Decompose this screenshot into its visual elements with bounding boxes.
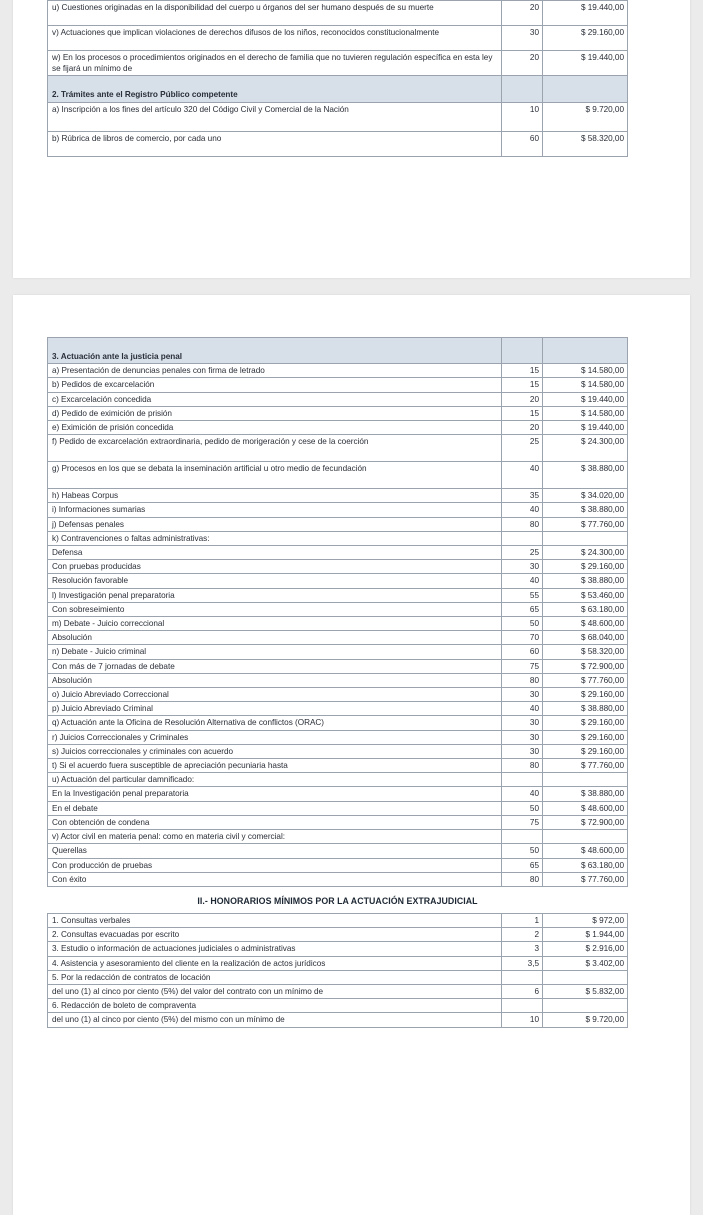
cell-units xyxy=(502,970,543,984)
cell-description: Con pruebas producidas xyxy=(48,560,502,574)
cell-amount: $ 48.600,00 xyxy=(543,801,628,815)
cell-amount: $ 2.916,00 xyxy=(543,942,628,956)
cell-amount: $ 29.160,00 xyxy=(543,26,628,51)
cell-description: Con obtención de condena xyxy=(48,815,502,829)
cell-units: 30 xyxy=(502,744,543,758)
page-2-content xyxy=(47,337,628,1028)
cell-units: 40 xyxy=(502,462,543,489)
cell-units: 2 xyxy=(502,928,543,942)
cell-description: b) Rúbrica de libros de comercio, por cada uno xyxy=(48,131,502,156)
table-row xyxy=(48,489,628,503)
table-row xyxy=(48,1,628,26)
table-row xyxy=(48,858,628,872)
cell-amount: $ 77.760,00 xyxy=(543,759,628,773)
cell-amount: $ 38.880,00 xyxy=(543,702,628,716)
cell-description: t) Si el acuerdo fuera susceptible de apreciación pecuniaria hasta xyxy=(48,759,502,773)
cell-units: 30 xyxy=(502,560,543,574)
cell-description: b) Pedidos de excarcelación xyxy=(48,378,502,392)
cell-description: r) Juicios Correccionales y Criminales xyxy=(48,730,502,744)
cell-amount xyxy=(543,970,628,984)
cell-amount: $ 63.180,00 xyxy=(543,602,628,616)
cell-amount: $ 14.580,00 xyxy=(543,406,628,420)
cell-amount: $ 38.880,00 xyxy=(543,462,628,489)
cell-units: 80 xyxy=(502,759,543,773)
cell-amount: $ 19.440,00 xyxy=(543,1,628,26)
table-row xyxy=(48,546,628,560)
table-row xyxy=(48,928,628,942)
cell-description: 1. Consultas verbales xyxy=(48,913,502,927)
cell-description: k) Contravenciones o faltas administrativas: xyxy=(48,531,502,545)
table-row xyxy=(48,872,628,886)
table-row xyxy=(48,659,628,673)
cell-amount xyxy=(543,830,628,844)
cell-description: l) Investigación penal preparatoria xyxy=(48,588,502,602)
cell-amount: $ 29.160,00 xyxy=(543,716,628,730)
cell-description: Con éxito xyxy=(48,872,502,886)
table-row xyxy=(48,102,628,131)
cell-description: 2. Trámites ante el Registro Público competente xyxy=(48,76,502,102)
cell-amount xyxy=(543,531,628,545)
cell-amount: $ 63.180,00 xyxy=(543,858,628,872)
cell-units: 55 xyxy=(502,588,543,602)
table-body xyxy=(48,913,628,1027)
cell-description: w) En los procesos o procedimientos originados en el derecho de familia que no tuvieren regulación específica en esta ley se fijará un mínimo de xyxy=(48,51,502,76)
cell-description: u) Cuestiones originadas en la disponibilidad del cuerpo u órganos del ser humano después de su muerte xyxy=(48,1,502,26)
page-1-content xyxy=(47,0,628,157)
cell-amount: $ 58.320,00 xyxy=(543,131,628,156)
cell-amount: $ 19.440,00 xyxy=(543,51,628,76)
table-section-header-row xyxy=(48,76,628,102)
cell-units: 20 xyxy=(502,421,543,435)
cell-description: a) Inscripción a los fines del artículo 320 del Código Civil y Comercial de la Nación xyxy=(48,102,502,131)
cell-amount: $ 77.760,00 xyxy=(543,517,628,531)
cell-description: d) Pedido de eximición de prisión xyxy=(48,406,502,420)
cell-units: 40 xyxy=(502,574,543,588)
table-row xyxy=(48,702,628,716)
cell-units: 80 xyxy=(502,872,543,886)
table-row xyxy=(48,801,628,815)
cell-amount: $ 24.300,00 xyxy=(543,435,628,462)
cell-description: e) Eximición de prisión concedida xyxy=(48,421,502,435)
table-row xyxy=(48,716,628,730)
cell-amount xyxy=(543,999,628,1013)
cell-description: 3. Actuación ante la justicia penal xyxy=(48,338,502,364)
cell-description: Querellas xyxy=(48,844,502,858)
table-row xyxy=(48,773,628,787)
cell-description: v) Actor civil en materia penal: como en materia civil y comercial: xyxy=(48,830,502,844)
table-row xyxy=(48,602,628,616)
table-row xyxy=(48,392,628,406)
cell-units: 1 xyxy=(502,913,543,927)
cell-units: 6 xyxy=(502,984,543,998)
table-row xyxy=(48,617,628,631)
cell-description: p) Juicio Abreviado Criminal xyxy=(48,702,502,716)
cell-description: n) Debate - Juicio criminal xyxy=(48,645,502,659)
table-row xyxy=(48,503,628,517)
table-row xyxy=(48,435,628,462)
cell-units: 10 xyxy=(502,102,543,131)
cell-amount: $ 58.320,00 xyxy=(543,645,628,659)
cell-units: 80 xyxy=(502,673,543,687)
cell-amount: $ 77.760,00 xyxy=(543,872,628,886)
cell-description: Con sobreseimiento xyxy=(48,602,502,616)
cell-units: 25 xyxy=(502,546,543,560)
table-row xyxy=(48,574,628,588)
document-page-2 xyxy=(13,295,690,1215)
cell-units: 30 xyxy=(502,688,543,702)
table-row xyxy=(48,744,628,758)
cell-units: 20 xyxy=(502,392,543,406)
cell-units: 25 xyxy=(502,435,543,462)
cell-amount: $ 29.160,00 xyxy=(543,560,628,574)
cell-description: Resolución favorable xyxy=(48,574,502,588)
cell-description: q) Actuación ante la Oficina de Resolución Alternativa de conflictos (ORAC) xyxy=(48,716,502,730)
cell-amount: $ 48.600,00 xyxy=(543,844,628,858)
cell-units: 80 xyxy=(502,517,543,531)
cell-amount: $ 19.440,00 xyxy=(543,392,628,406)
cell-units: 65 xyxy=(502,858,543,872)
cell-units: 30 xyxy=(502,26,543,51)
table-row xyxy=(48,970,628,984)
cell-description: u) Actuación del particular damnificado: xyxy=(48,773,502,787)
cell-description: h) Habeas Corpus xyxy=(48,489,502,503)
cell-amount: $ 29.160,00 xyxy=(543,744,628,758)
fees-table-registro-publico xyxy=(47,0,628,157)
cell-amount: $ 1.944,00 xyxy=(543,928,628,942)
cell-amount: $ 38.880,00 xyxy=(543,574,628,588)
table-row xyxy=(48,673,628,687)
table-row xyxy=(48,560,628,574)
cell-units: 20 xyxy=(502,1,543,26)
table-row xyxy=(48,364,628,378)
cell-amount: $ 14.580,00 xyxy=(543,378,628,392)
cell-amount: $ 38.880,00 xyxy=(543,503,628,517)
cell-units xyxy=(502,830,543,844)
table-row xyxy=(48,131,628,156)
table-row xyxy=(48,830,628,844)
table-row xyxy=(48,759,628,773)
cell-units xyxy=(502,773,543,787)
cell-amount: $ 29.160,00 xyxy=(543,688,628,702)
cell-description: Con producción de pruebas xyxy=(48,858,502,872)
cell-units: 50 xyxy=(502,801,543,815)
cell-description: j) Defensas penales xyxy=(48,517,502,531)
table-row xyxy=(48,51,628,76)
table-row xyxy=(48,999,628,1013)
cell-units: 75 xyxy=(502,659,543,673)
cell-amount: $ 19.440,00 xyxy=(543,421,628,435)
cell-description: En el debate xyxy=(48,801,502,815)
cell-description: 5. Por la redacción de contratos de locación xyxy=(48,970,502,984)
cell-description: Absolución xyxy=(48,673,502,687)
table-row xyxy=(48,688,628,702)
cell-description: Con más de 7 jornadas de debate xyxy=(48,659,502,673)
table-body xyxy=(48,338,628,887)
cell-description: Defensa xyxy=(48,546,502,560)
table-row xyxy=(48,588,628,602)
cell-units: 30 xyxy=(502,730,543,744)
cell-units: 70 xyxy=(502,631,543,645)
table-body xyxy=(48,1,628,157)
cell-units: 75 xyxy=(502,815,543,829)
cell-units: 15 xyxy=(502,406,543,420)
cell-amount: $ 24.300,00 xyxy=(543,546,628,560)
table-row xyxy=(48,26,628,51)
section-title-honorarios-extrajudicial: II.- HONORARIOS MÍNIMOS POR LA ACTUACIÓN EXTRAJUDICIAL xyxy=(197,895,478,906)
table-row xyxy=(48,462,628,489)
table-row xyxy=(48,531,628,545)
cell-amount: $ 34.020,00 xyxy=(543,489,628,503)
cell-amount: $ 77.760,00 xyxy=(543,673,628,687)
cell-description: del uno (1) al cinco por ciento (5%) del mismo con un mínimo de xyxy=(48,1013,502,1027)
table-row xyxy=(48,406,628,420)
fees-table-justicia-penal xyxy=(47,337,628,887)
cell-amount: $ 29.160,00 xyxy=(543,730,628,744)
cell-amount: $ 72.900,00 xyxy=(543,815,628,829)
cell-amount: $ 9.720,00 xyxy=(543,1013,628,1027)
cell-amount: $ 5.832,00 xyxy=(543,984,628,998)
cell-description: 4. Asistencia y asesoramiento del cliente en la realización de actos jurídicos xyxy=(48,956,502,970)
table-row xyxy=(48,631,628,645)
cell-units: 50 xyxy=(502,844,543,858)
cell-description: m) Debate - Juicio correccional xyxy=(48,617,502,631)
cell-amount: $ 68.040,00 xyxy=(543,631,628,645)
table-row xyxy=(48,730,628,744)
cell-amount: $ 3.402,00 xyxy=(543,956,628,970)
table-row xyxy=(48,956,628,970)
table-row xyxy=(48,984,628,998)
cell-description: Absolución xyxy=(48,631,502,645)
cell-units: 40 xyxy=(502,503,543,517)
cell-description: En la Investigación penal preparatoria xyxy=(48,787,502,801)
cell-description: 2. Consultas evacuadas por escrito xyxy=(48,928,502,942)
cell-units: 3 xyxy=(502,942,543,956)
cell-units: 20 xyxy=(502,51,543,76)
cell-amount: $ 53.460,00 xyxy=(543,588,628,602)
cell-units: 60 xyxy=(502,131,543,156)
cell-amount xyxy=(543,76,628,102)
cell-amount: $ 38.880,00 xyxy=(543,787,628,801)
cell-description: i) Informaciones sumarias xyxy=(48,503,502,517)
table-row xyxy=(48,942,628,956)
cell-units: 60 xyxy=(502,645,543,659)
cell-description: c) Excarcelación concedida xyxy=(48,392,502,406)
cell-units: 15 xyxy=(502,364,543,378)
cell-units: 3,5 xyxy=(502,956,543,970)
table-section-header-row xyxy=(48,338,628,364)
cell-units: 50 xyxy=(502,617,543,631)
cell-amount: $ 972,00 xyxy=(543,913,628,927)
cell-units: 40 xyxy=(502,787,543,801)
cell-description: 6. Redacción de boleto de compraventa xyxy=(48,999,502,1013)
cell-units: 10 xyxy=(502,1013,543,1027)
cell-units xyxy=(502,76,543,102)
cell-units xyxy=(502,999,543,1013)
cell-units: 30 xyxy=(502,716,543,730)
table-row xyxy=(48,517,628,531)
cell-amount xyxy=(543,338,628,364)
table-row xyxy=(48,787,628,801)
cell-description: del uno (1) al cinco por ciento (5%) del valor del contrato con un mínimo de xyxy=(48,984,502,998)
cell-units: 40 xyxy=(502,702,543,716)
document-page-1 xyxy=(13,0,690,278)
cell-units: 65 xyxy=(502,602,543,616)
cell-description: v) Actuaciones que implican violaciones de derechos difusos de los niños, reconocidos constitucionalmente xyxy=(48,26,502,51)
cell-amount: $ 9.720,00 xyxy=(543,102,628,131)
fees-table-extrajudicial xyxy=(47,913,628,1028)
cell-amount xyxy=(543,773,628,787)
cell-amount: $ 72.900,00 xyxy=(543,659,628,673)
cell-units xyxy=(502,531,543,545)
cell-amount: $ 14.580,00 xyxy=(543,364,628,378)
cell-units: 15 xyxy=(502,378,543,392)
table-row xyxy=(48,1013,628,1027)
cell-units: 35 xyxy=(502,489,543,503)
table-row xyxy=(48,844,628,858)
table-row xyxy=(48,421,628,435)
cell-description: g) Procesos en los que se debata la inseminación artificial u otro medio de fecundación xyxy=(48,462,502,489)
table-row xyxy=(48,378,628,392)
table-row xyxy=(48,913,628,927)
cell-description: a) Presentación de denuncias penales con firma de letrado xyxy=(48,364,502,378)
cell-amount: $ 48.600,00 xyxy=(543,617,628,631)
cell-description: o) Juicio Abreviado Correccional xyxy=(48,688,502,702)
cell-description: 3. Estudio o información de actuaciones judiciales o administrativas xyxy=(48,942,502,956)
cell-description: f) Pedido de excarcelación extraordinaria, pedido de morigeración y cese de la coerción xyxy=(48,435,502,462)
table-row xyxy=(48,645,628,659)
table-row xyxy=(48,815,628,829)
cell-units xyxy=(502,338,543,364)
cell-description: s) Juicios correccionales y criminales con acuerdo xyxy=(48,744,502,758)
